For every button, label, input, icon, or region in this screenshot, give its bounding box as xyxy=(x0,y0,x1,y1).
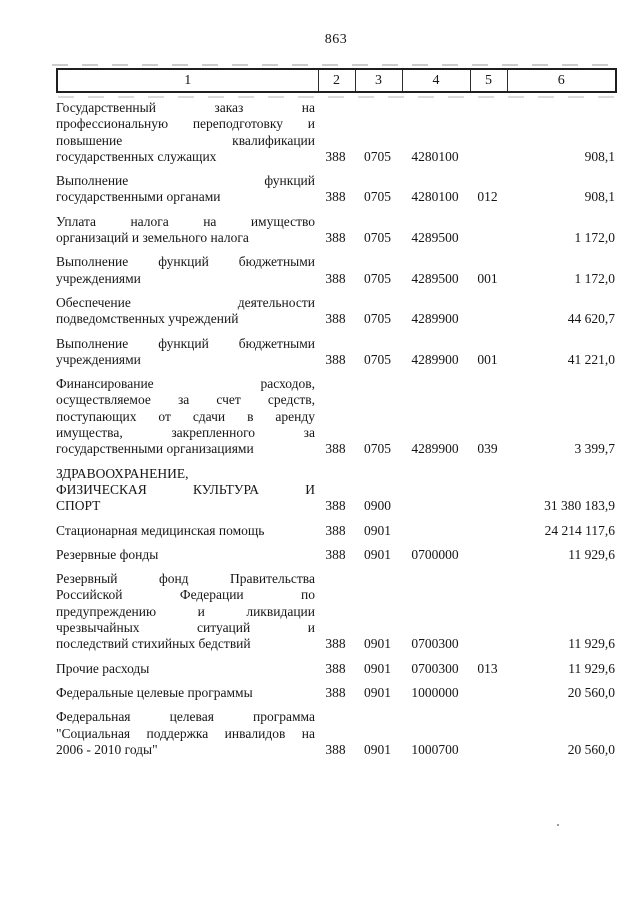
code-celst xyxy=(401,462,469,519)
table-row xyxy=(56,519,615,543)
row-label xyxy=(56,210,317,251)
amount: 1 172,0 xyxy=(574,270,615,286)
row-label xyxy=(56,567,317,656)
row-label-line: государственных служащих xyxy=(56,148,217,164)
code-glava: 388 xyxy=(325,148,346,164)
code-razdel: 0901 xyxy=(364,546,391,562)
row-label-line: ЗДРАВООХРАНЕНИЕ, xyxy=(56,465,189,481)
code-glava: 388 xyxy=(325,522,346,538)
table-row xyxy=(56,657,615,681)
row-label-line: СПОРТ xyxy=(56,498,101,514)
code-celst: 4289900 xyxy=(411,441,459,457)
code-celst: 1000700 xyxy=(411,741,459,757)
row-label xyxy=(56,372,317,461)
code-razdel: 0901 xyxy=(364,636,391,652)
row-label-line: Прочие расходы xyxy=(56,660,150,676)
column-header-1: 1 xyxy=(57,69,318,92)
row-label-line: Стационарная медицинская помощь xyxy=(56,522,265,538)
table-body xyxy=(56,96,615,762)
amount: 31 380 183,9 xyxy=(544,498,615,514)
row-label-line: ФИЗИЧЕСКАЯ КУЛЬТУРА И xyxy=(56,481,315,497)
code-vid-rashoda xyxy=(469,210,506,251)
row-label-line: учреждениями xyxy=(56,270,141,286)
amount: 11 929,6 xyxy=(568,660,615,676)
budget-table-body-table xyxy=(56,96,615,762)
row-label-line: Финансирование расходов, xyxy=(56,376,315,392)
column-header-5: 5 xyxy=(470,69,507,92)
code-glava: 388 xyxy=(325,270,346,286)
table-row xyxy=(56,332,615,373)
row-label-line: осуществляемое за счет средств, xyxy=(56,392,315,408)
code-celst: 1000000 xyxy=(411,684,459,700)
row-label-line: повышение квалификации xyxy=(56,132,315,148)
code-glava: 388 xyxy=(325,660,346,676)
amount: 41 221,0 xyxy=(567,351,615,367)
scan-noise-speck xyxy=(557,824,559,826)
row-label-line: организаций и земельного налога xyxy=(56,230,249,246)
row-label-line: Уплата налога на имущество xyxy=(56,213,315,229)
table-row xyxy=(56,462,615,519)
row-label xyxy=(56,543,317,567)
code-vid-rashoda xyxy=(469,96,506,169)
code-celst: 4289500 xyxy=(411,270,459,286)
table-row xyxy=(56,681,615,705)
row-label-line: Выполнение функций бюджетными xyxy=(56,335,315,351)
code-vid-rashoda: 001 xyxy=(477,351,498,367)
page-number: 863 xyxy=(324,32,348,47)
row-label-line: предупреждению и ликвидации xyxy=(56,603,315,619)
row-label-line: учреждениями xyxy=(56,351,141,367)
row-label-line: 2006 - 2010 годы" xyxy=(56,741,158,757)
code-vid-rashoda: 012 xyxy=(477,189,498,205)
row-label-line: Обеспечение деятельности xyxy=(56,294,315,310)
row-label xyxy=(56,332,317,373)
code-razdel: 0705 xyxy=(364,441,391,457)
table-row xyxy=(56,372,615,461)
code-vid-rashoda xyxy=(469,681,506,705)
table-row xyxy=(56,96,615,169)
code-celst: 4289500 xyxy=(411,230,459,246)
row-label-line: чрезвычайных ситуаций и xyxy=(56,620,315,636)
code-celst: 4280100 xyxy=(411,148,459,164)
code-celst xyxy=(401,519,469,543)
code-glava: 388 xyxy=(325,189,346,205)
code-vid-rashoda xyxy=(469,543,506,567)
table-row xyxy=(56,169,615,210)
header-row xyxy=(57,69,616,92)
code-razdel: 0901 xyxy=(364,741,391,757)
row-label xyxy=(56,291,317,332)
amount: 908,1 xyxy=(584,148,615,164)
row-label-line: подведомственных учреждений xyxy=(56,311,239,327)
code-vid-rashoda xyxy=(469,291,506,332)
table-row xyxy=(56,543,615,567)
code-vid-rashoda xyxy=(469,567,506,656)
row-label-line: Федеральная целевая программа xyxy=(56,709,315,725)
code-celst: 4289900 xyxy=(411,311,459,327)
code-razdel: 0901 xyxy=(364,522,391,538)
row-label xyxy=(56,519,317,543)
column-header-3: 3 xyxy=(355,69,402,92)
row-label xyxy=(56,250,317,291)
amount: 44 620,7 xyxy=(567,311,615,327)
row-label-line: Выполнение функций бюджетными xyxy=(56,254,315,270)
code-razdel: 0901 xyxy=(364,684,391,700)
code-vid-rashoda xyxy=(469,462,506,519)
row-label xyxy=(56,681,317,705)
amount: 3 399,7 xyxy=(574,441,615,457)
row-label xyxy=(56,705,317,762)
amount: 20 560,0 xyxy=(567,741,615,757)
row-label-line: Резервные фонды xyxy=(56,546,159,562)
amount: 1 172,0 xyxy=(574,230,615,246)
column-header-2: 2 xyxy=(318,69,355,92)
code-vid-rashoda: 001 xyxy=(477,270,498,286)
code-celst: 0700300 xyxy=(411,636,459,652)
row-label-line: профессиональную переподготовку и xyxy=(56,116,315,132)
code-glava: 388 xyxy=(325,441,346,457)
amount: 24 214 117,6 xyxy=(544,522,615,538)
table-row xyxy=(56,210,615,251)
code-razdel: 0900 xyxy=(364,498,391,514)
code-celst: 0700300 xyxy=(411,660,459,676)
row-label xyxy=(56,657,317,681)
row-label-line: имущества, закрепленного за xyxy=(56,425,315,441)
row-label-line: Выполнение функций xyxy=(56,173,315,189)
row-label-line: поступающих от сдачи в аренду xyxy=(56,408,315,424)
code-vid-rashoda: 013 xyxy=(477,660,498,676)
table-row xyxy=(56,250,615,291)
amount: 11 929,6 xyxy=(568,636,615,652)
code-glava: 388 xyxy=(325,546,346,562)
row-label-line: государственными органами xyxy=(56,189,221,205)
row-label-line: Резервный фонд Правительства xyxy=(56,571,315,587)
scan-artifact-top xyxy=(52,64,618,66)
code-glava: 388 xyxy=(325,311,346,327)
row-label-line: Российской Федерации по xyxy=(56,587,315,603)
amount: 908,1 xyxy=(584,189,615,205)
code-razdel: 0705 xyxy=(364,148,391,164)
code-vid-rashoda xyxy=(469,705,506,762)
code-glava: 388 xyxy=(325,498,346,514)
code-razdel: 0705 xyxy=(364,311,391,327)
code-celst: 0700000 xyxy=(411,546,459,562)
code-glava: 388 xyxy=(325,636,346,652)
row-label xyxy=(56,96,317,169)
code-razdel: 0705 xyxy=(364,189,391,205)
code-glava: 388 xyxy=(325,230,346,246)
code-glava: 388 xyxy=(325,741,346,757)
code-vid-rashoda: 039 xyxy=(477,441,498,457)
row-label xyxy=(56,462,317,519)
code-razdel: 0901 xyxy=(364,660,391,676)
row-label-line: последствий стихийных бедствий xyxy=(56,636,251,652)
code-glava: 388 xyxy=(325,351,346,367)
page-content xyxy=(56,0,616,762)
amount: 20 560,0 xyxy=(567,684,615,700)
scan-artifact-bottom xyxy=(58,96,614,98)
table-row xyxy=(56,705,615,762)
row-label-line: Федеральные целевые программы xyxy=(56,684,253,700)
amount: 11 929,6 xyxy=(568,546,615,562)
row-label xyxy=(56,169,317,210)
table-row xyxy=(56,291,615,332)
code-celst: 4289900 xyxy=(411,351,459,367)
row-label-line: Государственный заказ на xyxy=(56,100,315,115)
code-razdel: 0705 xyxy=(364,270,391,286)
code-razdel: 0705 xyxy=(364,351,391,367)
code-celst: 4280100 xyxy=(411,189,459,205)
row-label-line: государственными организациями xyxy=(56,441,254,457)
row-label-line: "Социальная поддержка инвалидов на xyxy=(56,725,315,741)
code-glava: 388 xyxy=(325,684,346,700)
table-row xyxy=(56,567,615,656)
column-header-4: 4 xyxy=(402,69,470,92)
column-header-6: 6 xyxy=(507,69,616,92)
code-razdel: 0705 xyxy=(364,230,391,246)
code-vid-rashoda xyxy=(469,519,506,543)
budget-table-header xyxy=(56,68,617,93)
